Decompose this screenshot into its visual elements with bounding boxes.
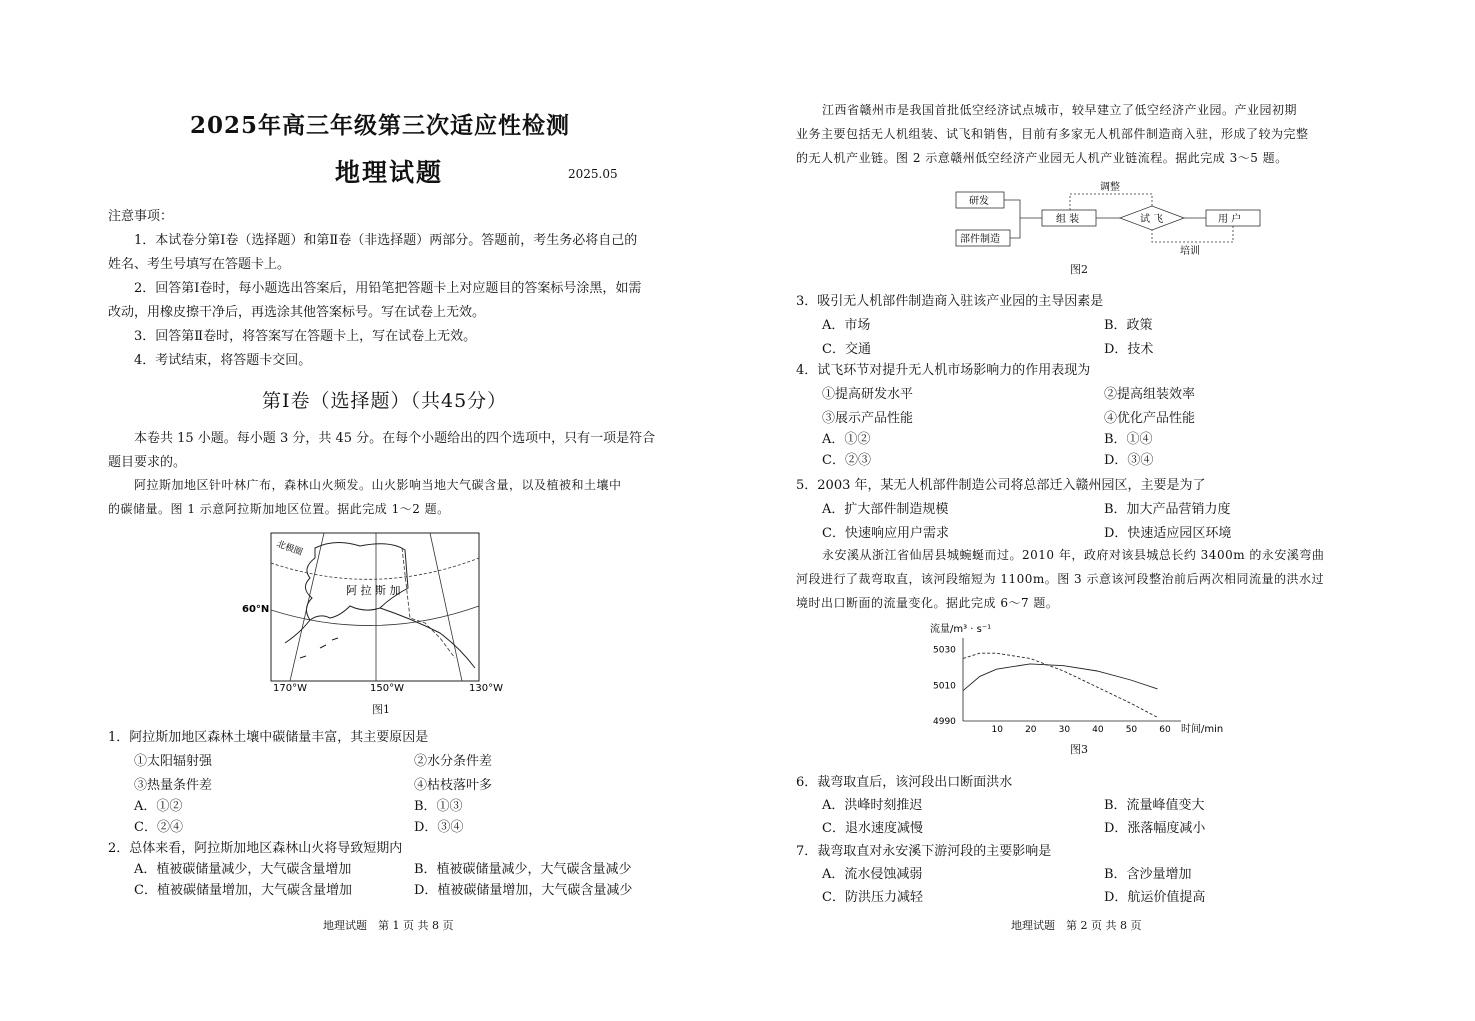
answer-option: C．植被碳储量增加，大气碳含量增加: [134, 883, 352, 898]
answer-option: B．政策: [1104, 318, 1153, 333]
question-item: ④优化产品性能: [1104, 411, 1196, 426]
lon-label: 170°W: [273, 683, 307, 694]
answer-option: D．涨落幅度减小: [1104, 821, 1206, 836]
series-line-dashed: [963, 653, 1158, 717]
intro-text: 永安溪从浙江省仙居县城蜿蜒而过。2010 年，政府对该县城总长约 3400m 的永安溪弯曲: [822, 548, 1325, 562]
flow-node: 研发: [969, 196, 989, 207]
page-footer: 地理试题 第 1 页 共 8 页: [323, 919, 454, 932]
lon-label: 150°W: [370, 683, 404, 694]
answer-option: D．航运价值提高: [1104, 890, 1206, 905]
alaska-label: 阿 拉 斯 加: [346, 584, 401, 597]
question-item: ①提高研发水平: [822, 387, 914, 402]
flow-rate-chart: [928, 620, 1248, 738]
training-label: 培训: [1180, 246, 1200, 257]
figure-caption: 图1: [372, 703, 390, 716]
intro-text: 境时出口断面的流量变化。据此完成 6～7 题。: [796, 596, 1059, 610]
y-tick-label: 5010: [933, 681, 956, 692]
question-item: ②水分条件差: [414, 754, 493, 769]
intro-text: 江西省赣州市是我国首批低空经济试点城市，较早建立了低空经济产业园。产业园初期: [822, 103, 1298, 117]
figure-caption: 图3: [1070, 743, 1088, 756]
intro-text: 的无人机产业链。图 2 示意赣州低空经济产业园无人机产业链流程。据此完成 3～5 题。: [796, 151, 1288, 165]
question-stem: 1．阿拉斯加地区森林土壤中碳储量丰富，其主要原因是: [108, 730, 429, 745]
adjust-label: 调整: [1100, 182, 1120, 193]
section-desc: 本卷共 15 小题。每小题 3 分，共 45 分。在每个小题给出的四个选项中，只有一项是符合: [134, 431, 656, 446]
x-tick-label: 10: [991, 725, 1003, 735]
answer-option: D．植被碳储量增加，大气碳含量减少: [414, 883, 633, 898]
answer-option: C．②③: [822, 453, 871, 468]
exam-date: 2025.05: [568, 167, 618, 181]
chart-ylabel: 流量/m³ · s⁻¹: [930, 624, 992, 635]
notice-heading: 注意事项：: [108, 209, 174, 224]
figure-caption: 图2: [1070, 263, 1088, 276]
question-item: ③展示产品性能: [822, 411, 914, 426]
answer-option: A．扩大部件制造规模: [822, 502, 949, 517]
question-stem: 5．2003 年，某无人机部件制造公司将总部迁入赣州园区，主要是为了: [796, 478, 1206, 493]
x-tick-label: 50: [1125, 725, 1138, 735]
question-item: ②提高组装效率: [1104, 387, 1196, 402]
answer-option: D．技术: [1104, 342, 1154, 357]
notice-line: 1．本试卷分第Ⅰ卷（选择题）和第Ⅱ卷（非选择题）两部分。答题前，考生务必将自己的: [134, 233, 638, 248]
flow-node: 用 户: [1218, 214, 1242, 225]
question-stem: 7．裁弯取直对永安溪下游河段的主要影响是: [796, 844, 1052, 859]
answer-option: D．③④: [1104, 453, 1154, 468]
answer-option: A．市场: [822, 318, 871, 333]
answer-option: C．交通: [822, 342, 871, 357]
flow-node: 组 装: [1056, 214, 1080, 225]
series-line-solid: [963, 664, 1158, 691]
notice-line: 3．回答第Ⅱ卷时，将答案写在答题卡上，写在试卷上无效。: [134, 329, 477, 344]
answer-option: D．快速适应园区环境: [1104, 526, 1232, 541]
question-item: ④枯枝落叶多: [414, 778, 493, 793]
flow-node: 部件制造: [960, 234, 1000, 245]
answer-option: A．流水侵蚀减弱: [822, 867, 923, 882]
intro-text: 河段进行了裁弯取直，该河段缩短为 1100m。图 3 示意该河段整治前后两次相同流量的洪水过: [796, 572, 1324, 586]
answer-option: B．①④: [1104, 432, 1153, 447]
answer-option: B．①③: [414, 799, 463, 814]
question-item: ③热量条件差: [134, 778, 213, 793]
answer-option: A．①②: [822, 432, 871, 447]
question-stem: 3．吸引无人机部件制造商入驻该产业园的主导因素是: [796, 294, 1104, 309]
lon-label: 130°W: [469, 683, 503, 694]
answer-option: A．①②: [134, 799, 183, 814]
flow-diagram: [950, 178, 1270, 260]
answer-option: C．②④: [134, 820, 183, 835]
y-tick-label: 4990: [933, 717, 956, 727]
x-tick-label: 40: [1092, 725, 1104, 735]
answer-option: A．洪峰时刻推迟: [822, 798, 923, 813]
answer-option: B．含沙量增加: [1104, 867, 1192, 882]
lat-label: 60°N: [242, 604, 270, 615]
intro-text: 阿拉斯加地区针叶林广布，森林山火频发。山火影响当地大气碳含量，以及植被和土壤中: [134, 478, 622, 492]
flow-node: 试 飞: [1140, 214, 1164, 225]
intro-text: 业务主要包括无人机组装、试飞和销售，目前有多家无人机部件制造商入驻，形成了较为完整: [796, 127, 1309, 141]
page-footer: 地理试题 第 2 页 共 8 页: [1011, 919, 1142, 932]
answer-option: C．防洪压力减轻: [822, 890, 923, 905]
question-stem: 2．总体来看，阿拉斯加地区森林山火将导致短期内: [108, 841, 403, 856]
question-stem: 4．试飞环节对提升无人机市场影响力的作用表现为: [796, 363, 1091, 378]
exam-title: 2025年高三年级第三次适应性检测: [190, 112, 571, 139]
x-tick-label: 30: [1058, 725, 1071, 735]
alaska-map: [240, 528, 510, 698]
answer-option: B．流量峰值变大: [1104, 798, 1205, 813]
notice-line: 改动，用橡皮擦干净后，再选涂其他答案标号。写在试卷上无效。: [108, 305, 486, 320]
notice-line: 4．考试结束，将答题卡交回。: [134, 353, 312, 368]
question-stem: 6．裁弯取直后，该河段出口断面洪水: [796, 775, 1013, 790]
notice-line: 姓名、考生号填写在答题卡上。: [108, 257, 291, 272]
arctic-circle-label: 北极圈: [274, 539, 304, 559]
x-tick-label: 60: [1159, 725, 1171, 735]
answer-option: C．快速响应用户需求: [822, 526, 949, 541]
answer-option: A．植被碳储量减少，大气碳含量增加: [134, 862, 352, 877]
answer-option: D．③④: [414, 820, 464, 835]
y-tick-label: 5030: [933, 645, 956, 656]
chart-xlabel: 时间/min: [1181, 724, 1224, 735]
notice-line: 2．回答第Ⅰ卷时，每小题选出答案后，用铅笔把答题卡上对应题目的答案标号涂黑，如需: [134, 281, 642, 296]
question-item: ①太阳辐射强: [134, 754, 213, 769]
section-title: 第Ⅰ卷（选择题）（共45分）: [262, 390, 508, 412]
answer-option: B．加大产品营销力度: [1104, 502, 1231, 517]
x-tick-label: 20: [1025, 725, 1037, 735]
section-desc: 题目要求的。: [108, 455, 187, 470]
intro-text: 的碳储量。图 1 示意阿拉斯加地区位置。据此完成 1～2 题。: [108, 502, 450, 516]
subject-title: 地理试题: [335, 158, 444, 187]
answer-option: C．退水速度减慢: [822, 821, 923, 836]
answer-option: B．植被碳储量减少，大气碳含量减少: [414, 862, 632, 877]
